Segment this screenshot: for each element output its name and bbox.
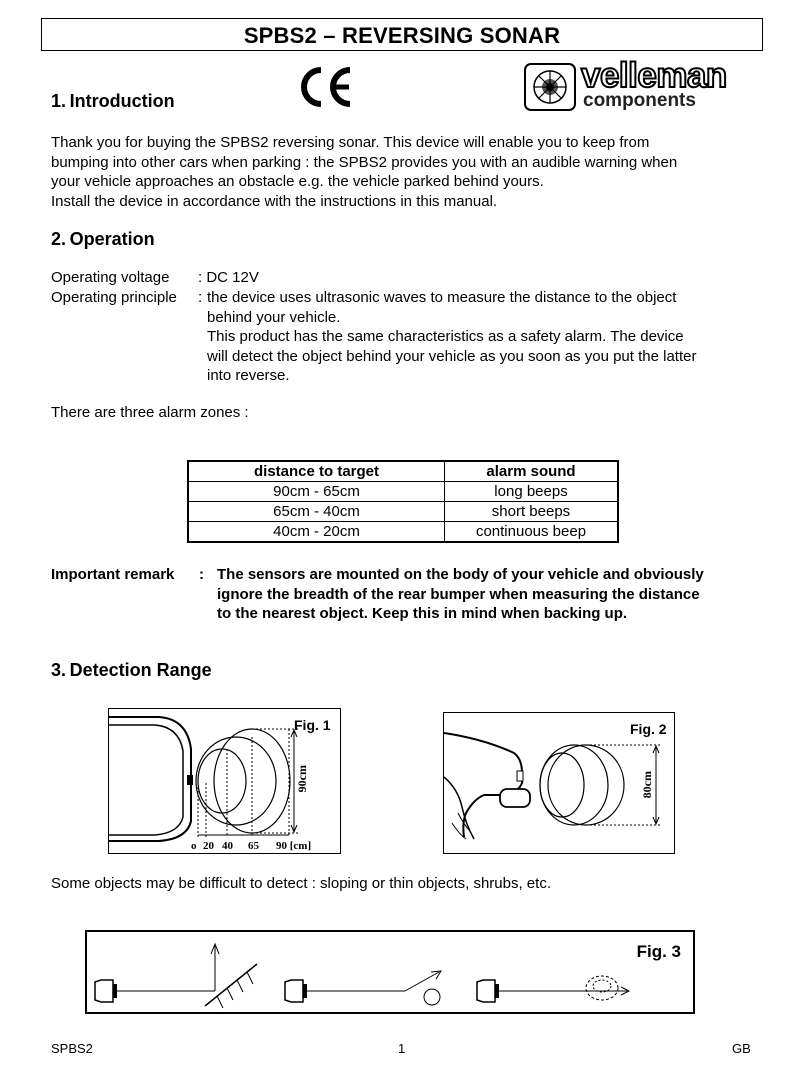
important-remark-label: Important remark	[51, 566, 175, 583]
figure-1-tick: o	[191, 840, 197, 852]
brand-name: velleman	[581, 56, 727, 95]
intro-line: Install the device in accordance with the instructions in this manual.	[51, 192, 498, 210]
figure-3-label: Fig. 3	[636, 942, 681, 961]
table-row	[188, 502, 618, 522]
intro-line: Thank you for buying the SPBS2 reversing sonar. This device will enable you to keep from	[51, 134, 650, 151]
intro-line: your vehicle approaches an obstacle e.g. the vehicle parked behind yours.	[51, 173, 544, 190]
table-cell: long beeps	[445, 482, 619, 502]
remark-line: to the nearest object. Keep this in mind when backing up.	[217, 605, 628, 622]
footer-left: SPBS2	[51, 1041, 93, 1056]
remark-line: The sensors are mounted on the body of your vehicle and obviously	[217, 566, 704, 583]
table-cell: 40cm - 20cm	[188, 522, 445, 543]
figure-1-tick: 65	[248, 840, 259, 852]
table-cell: short beeps	[445, 502, 619, 522]
principle-line: behind your vehicle.	[207, 308, 341, 326]
figure-2-height-label: 80cm	[640, 771, 654, 799]
ce-mark-logo	[296, 64, 356, 110]
figure-2	[443, 712, 675, 854]
important-remark-text	[217, 565, 777, 624]
principle-line: will detect the object behind your vehicle as you soon as you put the latter	[207, 347, 697, 365]
figure-1-height-label: 90cm	[295, 765, 309, 793]
detection-note: Some objects may be difficult to detect : sloping or thin objects, shrubs, etc.	[51, 875, 551, 892]
figure-1-tick: 20	[203, 840, 214, 852]
page-number: 1	[398, 1041, 406, 1056]
table-cell: 90cm - 65cm	[188, 482, 445, 502]
figure-2-label: Fig. 2	[630, 721, 667, 737]
principle-line: into reverse.	[207, 367, 290, 384]
operating-voltage-label: Operating voltage	[51, 269, 170, 286]
figure-1-tick: 40	[222, 840, 233, 852]
remark-line: ignore the breadth of the rear bumper when measuring the distance	[217, 585, 700, 603]
figure-1	[108, 708, 341, 854]
operating-principle-text	[207, 288, 767, 386]
figure-3	[85, 930, 695, 1014]
intro-line: bumping into other cars when parking : the SPBS2 provides you with an audible warning when	[51, 153, 678, 171]
table-row	[188, 482, 618, 502]
operating-voltage-value: : DC 12V	[198, 269, 259, 286]
footer-right: GB	[732, 1041, 751, 1056]
page-title: SPBS2 – REVERSING SONAR	[41, 18, 763, 51]
alarm-zones-table	[187, 460, 619, 543]
alarm-zones-intro: There are three alarm zones :	[51, 404, 249, 421]
operating-principle-colon: :	[198, 289, 203, 306]
figure-1-tick: 90 [cm]	[276, 840, 312, 852]
table-cell: 65cm - 40cm	[188, 502, 445, 522]
table-header-row	[188, 461, 618, 482]
table-header: alarm sound	[445, 461, 619, 482]
brand-sub: components	[583, 90, 696, 111]
velleman-logo	[523, 56, 751, 114]
principle-line: This product has the same characteristics as a safety alarm. The device	[207, 328, 684, 345]
important-remark-colon: :	[199, 566, 204, 583]
detection-heading: 3. Detection Range	[51, 660, 212, 680]
operation-heading: 2. Operation	[51, 229, 155, 249]
figure-1-label: Fig. 1	[294, 717, 331, 733]
table-cell: continuous beep	[445, 522, 619, 543]
table-header: distance to target	[188, 461, 445, 482]
intro-paragraph	[51, 133, 771, 211]
intro-heading: 1. Introduction	[51, 91, 175, 111]
operating-principle-label: Operating principle	[51, 289, 177, 306]
table-row	[188, 522, 618, 543]
principle-line: the device uses ultrasonic waves to measure the distance to the object	[207, 289, 677, 306]
